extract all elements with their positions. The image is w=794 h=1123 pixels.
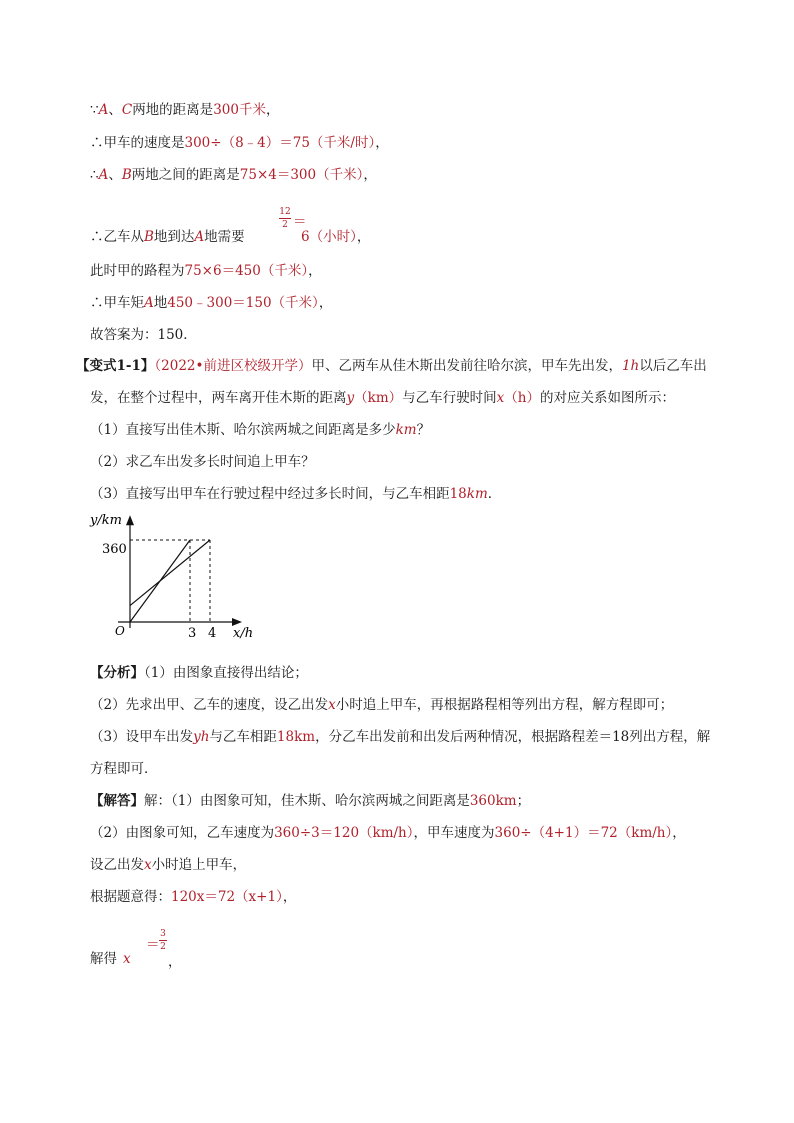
punct: ， [356, 229, 371, 245]
variant-source: （2022•前进区校级开学） [154, 358, 312, 374]
punct: ， [308, 263, 322, 279]
text: 设乙出发 [90, 857, 144, 873]
text: 甲车的速度是 [103, 135, 185, 151]
origin-label: O [115, 624, 125, 638]
text: 地 [153, 295, 168, 311]
expression: 360÷3＝120（km/h） [274, 825, 414, 841]
result: 6（小时） [301, 229, 357, 245]
text: 两地之间的距离是 [131, 167, 240, 183]
text: 地需要 [204, 229, 245, 245]
text: 根据题意得： [90, 889, 171, 905]
answer-line-1 [90, 792, 530, 810]
solution-line-7 [90, 326, 197, 344]
text: 发，在整个过程中，两车离开佳木斯的距离 [90, 390, 347, 406]
text: 甲车矩 [103, 295, 144, 311]
text: （2）先求出甲、乙车的速度，设乙出发 [90, 697, 329, 713]
fraction-bar [279, 218, 291, 219]
punct: ， [168, 954, 182, 970]
value: 18km [276, 729, 316, 745]
punct: ， [265, 102, 280, 118]
variant-line-2 [90, 389, 675, 407]
text: 方程即可． [90, 761, 158, 777]
y-axis-label: y/km [90, 513, 122, 528]
question-2 [90, 453, 315, 471]
analysis-label: 【分析】 [90, 665, 144, 681]
var-yh: yh [193, 729, 210, 745]
punct: ． [487, 486, 502, 502]
punct: ？ [416, 422, 431, 438]
x-tick-label-3: 3 [188, 626, 197, 641]
expression: 75×6＝450（千米） [184, 263, 309, 279]
analysis-line-3 [90, 728, 710, 746]
solution-line-5 [90, 262, 322, 280]
text: 地到达 [153, 229, 195, 245]
expression: 360÷（4+1）＝72（km/h） [494, 825, 673, 841]
text: 甲、乙两车从佳木斯出发前往哈尔滨，甲车先出发， [311, 358, 622, 374]
text: 与乙车相距 [209, 729, 277, 745]
variant-line-1 [76, 357, 707, 375]
value: 300千米 [213, 102, 266, 118]
unit-km: （km） [354, 390, 403, 406]
because-symbol: ∵ [90, 102, 99, 118]
text: （2）由图象可知，乙车速度为 [90, 825, 275, 841]
final-answer: 故答案为：150． [90, 327, 197, 343]
punct: ， [282, 889, 297, 905]
text: 与乙车行驶时间 [402, 390, 497, 406]
text: 乙车从 [103, 229, 144, 245]
solution-line-4-result [301, 228, 370, 246]
equals-sign: ＝ [146, 937, 160, 953]
text: 解得 [90, 951, 117, 967]
text: 以后乙车出 [639, 358, 707, 374]
punct: ， [318, 295, 333, 311]
punct: ， [363, 167, 377, 183]
text: （3）设甲车出发 [90, 729, 194, 745]
punct: ， [375, 135, 389, 151]
x-axis-label: x/h [233, 626, 254, 641]
chart-layer [118, 515, 242, 628]
separator: 、 [108, 167, 122, 183]
expression: 300÷（8﹣4）＝75（千米/时） [184, 135, 376, 151]
point-c: C [121, 102, 133, 118]
var-x: x [496, 390, 505, 406]
therefore-symbol: ∴ [90, 229, 104, 245]
point-a: A [144, 295, 154, 311]
analysis-line-2 [90, 696, 673, 714]
point-a: A [98, 167, 109, 183]
text: （3）直接写出甲车在行驶过程中经过多长时间，与乙车相距 [90, 486, 450, 502]
therefore-symbol: ∴ [90, 167, 99, 183]
x-tick-label-4: 4 [208, 626, 217, 641]
y-axis-arrow [126, 515, 134, 525]
var-x: x [144, 857, 152, 873]
punct: ； [516, 793, 531, 809]
solution-line-2 [90, 134, 389, 152]
text: 小时追上甲车， [151, 857, 247, 873]
unit: 1h [621, 358, 640, 374]
text: ，甲车速度为 [413, 825, 495, 841]
text: 两地的距离是 [132, 102, 214, 118]
fraction-numerator: 12 [279, 207, 291, 217]
answer-label: 【解答】 [90, 793, 144, 809]
value: 18 [449, 486, 467, 502]
var-y: y [346, 390, 355, 406]
text: （2）求乙车出发多长时间追上甲车？ [90, 454, 315, 470]
fraction-denominator: 2 [282, 220, 288, 230]
equation: 120x＝72（x+1） [171, 889, 283, 905]
text: 解：（1）由图象可知，佳木斯、哈尔滨两城之间距离是 [144, 793, 470, 809]
analysis-line-4 [90, 760, 158, 778]
text: 小时追上甲车，再根据路程相等列出方程，解方程即可； [335, 697, 674, 713]
question-1 [90, 421, 430, 439]
point-b: B [144, 229, 154, 245]
text: （1）直接写出佳木斯、哈尔滨两城之间距离是多少 [90, 422, 396, 438]
separator: 、 [108, 102, 122, 118]
solution-line-4 [90, 228, 245, 246]
solution-line-1 [90, 101, 279, 119]
therefore-symbol: ∴ [90, 295, 104, 311]
var-x: x [123, 951, 131, 967]
punct: ， [672, 825, 686, 841]
answer-line-2 [90, 824, 686, 842]
point-b: B [121, 167, 132, 183]
answer-line-4 [90, 888, 296, 906]
unit: km [466, 486, 488, 502]
fraction-bar [159, 940, 167, 941]
answer-line-5 [90, 950, 131, 968]
x-axis-arrow [232, 618, 242, 626]
expression: 450﹣300＝150（千米） [167, 295, 319, 311]
therefore-symbol: ∴ [90, 135, 104, 151]
series-line-2 [130, 540, 210, 606]
text: 此时甲的路程为 [90, 263, 185, 279]
text: （1）由图象直接得出结论； [144, 665, 308, 681]
value: 360km [469, 793, 517, 809]
point-a: A [98, 102, 109, 118]
variant-label: 【变式1-1】 [76, 358, 155, 374]
fraction-denominator: 2 [160, 942, 166, 952]
fraction-numerator: 3 [160, 929, 166, 939]
solution-line-6 [90, 294, 332, 312]
expression: 75×4＝300（千米） [239, 167, 364, 183]
equals-sign: ＝ [293, 214, 307, 230]
distance-time-graph [85, 507, 265, 642]
point-a: A [194, 229, 205, 245]
text: 的对应关系如图所示： [539, 390, 675, 406]
unit: km [395, 422, 417, 438]
y-tick-label-360: 360 [102, 542, 127, 557]
var-x: x [328, 697, 336, 713]
analysis-line-1 [90, 664, 308, 682]
unit-h: （h） [504, 390, 540, 406]
question-3 [90, 485, 501, 503]
answer-line-3 [90, 856, 246, 874]
text: ，分乙车出发前和出发后两种情况，根据路程差＝18列出方程，解 [315, 729, 711, 745]
solution-line-3 [90, 166, 377, 184]
